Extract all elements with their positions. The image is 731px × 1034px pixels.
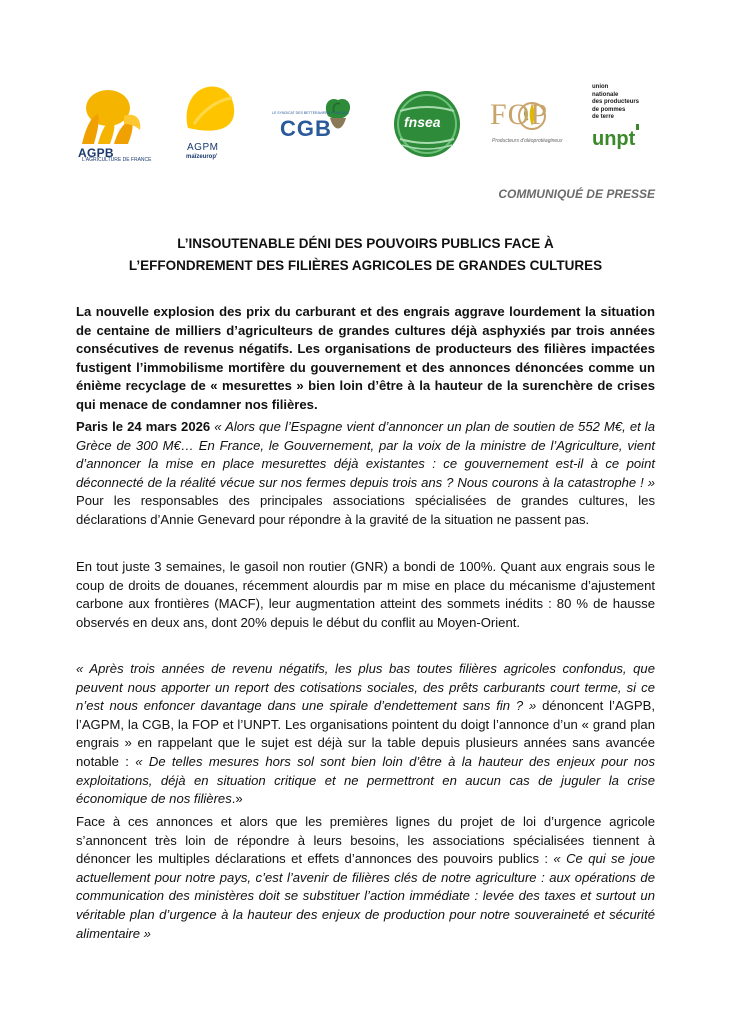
paragraph-4-text: Face à ces annonces et alors que les premières lignes du projet de loi d’urgence agricole s’annoncent très loin de répondre à leurs besoins, les associations spécialisées tiennent à dénoncer les multiples déclarations et effets d’annonces des pouvoirs publics : bbox=[76, 814, 655, 867]
fop-name: FOP bbox=[490, 98, 549, 131]
title-line-1: L’INSOUTENABLE DÉNI DES POUVOIRS PUBLICS FACE À bbox=[177, 236, 554, 251]
partner-logos bbox=[76, 84, 666, 164]
agpm-logo bbox=[180, 84, 240, 164]
fnsea-logo bbox=[392, 89, 462, 159]
paragraph-4-quote: « Ce qui se joue actuellement pour notre pays, c’est l’avenir de filières clés de notre agriculture : aux opérations de communication des ministères doit se substituer l’action immédiate : levée des taxes et surtout un véritable plan d’urgence à la hauteur des enjeux de production pour notre souveraineté et sécurité alimentaire » bbox=[76, 851, 655, 941]
cgb-name: CGB bbox=[280, 116, 332, 141]
cgb-logo bbox=[272, 96, 354, 156]
agpm-logo-icon bbox=[180, 84, 240, 140]
fop-tagline: Producteurs d'oléoprotéagineux bbox=[492, 138, 563, 144]
unpt-name: unpt bbox=[592, 128, 636, 150]
fop-logo bbox=[490, 94, 570, 158]
paragraph-3 bbox=[76, 660, 655, 809]
agpm-name: AGPM bbox=[187, 142, 219, 153]
agpm-tagline: maïzeurop' bbox=[186, 154, 218, 160]
agpb-tagline: L'AGRICULTURE DE FRANCE bbox=[82, 157, 152, 163]
agpb-logo-icon bbox=[76, 86, 146, 146]
fnsea-name: fnsea bbox=[404, 114, 441, 130]
cgb-tagline: LE SYNDICAT DES BETTERAVIERS FRANÇAIS bbox=[272, 111, 349, 115]
paragraph-4 bbox=[76, 813, 655, 943]
press-release-label: COMMUNIQUÉ DE PRESSE bbox=[498, 187, 655, 201]
paragraph-1-text: Pour les responsables des principales associations spécialisées de grandes cultures, les déclarations d’Annie Genevard pour répondre à la gravité de la situation ne passent pas. bbox=[76, 493, 655, 527]
paragraph-3-quote-1: « Après trois années de revenu négatifs, les plus bas toutes filières agricoles confondus, que peuvent nous apporter un report des cotisations sociales, des prêts carburants court terme, si ce n’est nous enfoncer davantage dans une spirale d’endettement sans fin ? » bbox=[76, 661, 655, 714]
paragraph-1-quote: « Alors que l’Espagne vient d’annoncer un plan de soutien de 552 M€, et la Grèce de 300 M€… En France, le Gouvernement, par la voix de la ministre de l’Agriculture, vient d’annoncer la mise en place mesurettes déjà existantes : ce gouvernement est-il à ce point déconnecté de la réalité vécue sur nos fermes depuis trois ans ? Nous courons à la catastrophe ! » bbox=[76, 419, 655, 490]
paragraph-1 bbox=[76, 418, 655, 530]
unpt-tagline: union nationale des producteurs de pommes de terre bbox=[592, 84, 640, 120]
dateline: Paris le 24 mars 2026 bbox=[76, 419, 211, 434]
agpb-logo bbox=[76, 86, 152, 163]
lead-paragraph: La nouvelle explosion des prix du carburant et des engrais aggrave lourdement la situation de centaine de milliers d’agriculteurs de grandes cultures déjà asphyxiés par trois années consécutives de revenus négatifs. Les organisations de producteurs des filières impactées fustigent l’immobilisme mortifère du gouvernement et des annonces dénoncées comme un énième recyclage de « mesurettes » bien loin d’être à la hauteur de la surenchère de crises qui menace de condamner nos filières. bbox=[76, 304, 655, 412]
page-title bbox=[76, 233, 655, 277]
paragraph-3-text: dénoncent l’AGPB, l’AGPM, la CGB, la FOP et l’UNPT. Les organisations pointent du doigt l’annonce d’un « grand plan engrais » en rappelant que le sujet est déjà sur la table depuis plusieurs années sans avancée notable : bbox=[76, 698, 655, 769]
agpb-name: AGPB bbox=[78, 146, 114, 160]
paragraph-3-end: .» bbox=[231, 791, 243, 807]
paragraph-3-quote-2: « De telles mesures hors sol sont bien loin d’être à la hauteur des enjeux pour nos exploitations, déjà en situation critique et ne permettront en aucun cas de juguler la crise économique de nos filières bbox=[76, 753, 655, 807]
unpt-logo bbox=[592, 84, 666, 164]
paragraph-2: En tout juste 3 semaines, le gasoil non routier (GNR) a bondi de 100%. Quant aux engrais sous le coup de droits de douanes, récemment alourdis par m mise en place du mécanisme d’ajustement carbone aux frontières (MACF), leur augmentation atteint des sommets inédits : 80 % de hausse observés en deux ans, dont 20% depuis le début du conflit au Moyen-Orient. bbox=[76, 559, 655, 630]
title-line-2: L’EFFONDREMENT DES FILIÈRES AGRICOLES DE GRANDES CULTURES bbox=[128, 258, 603, 273]
